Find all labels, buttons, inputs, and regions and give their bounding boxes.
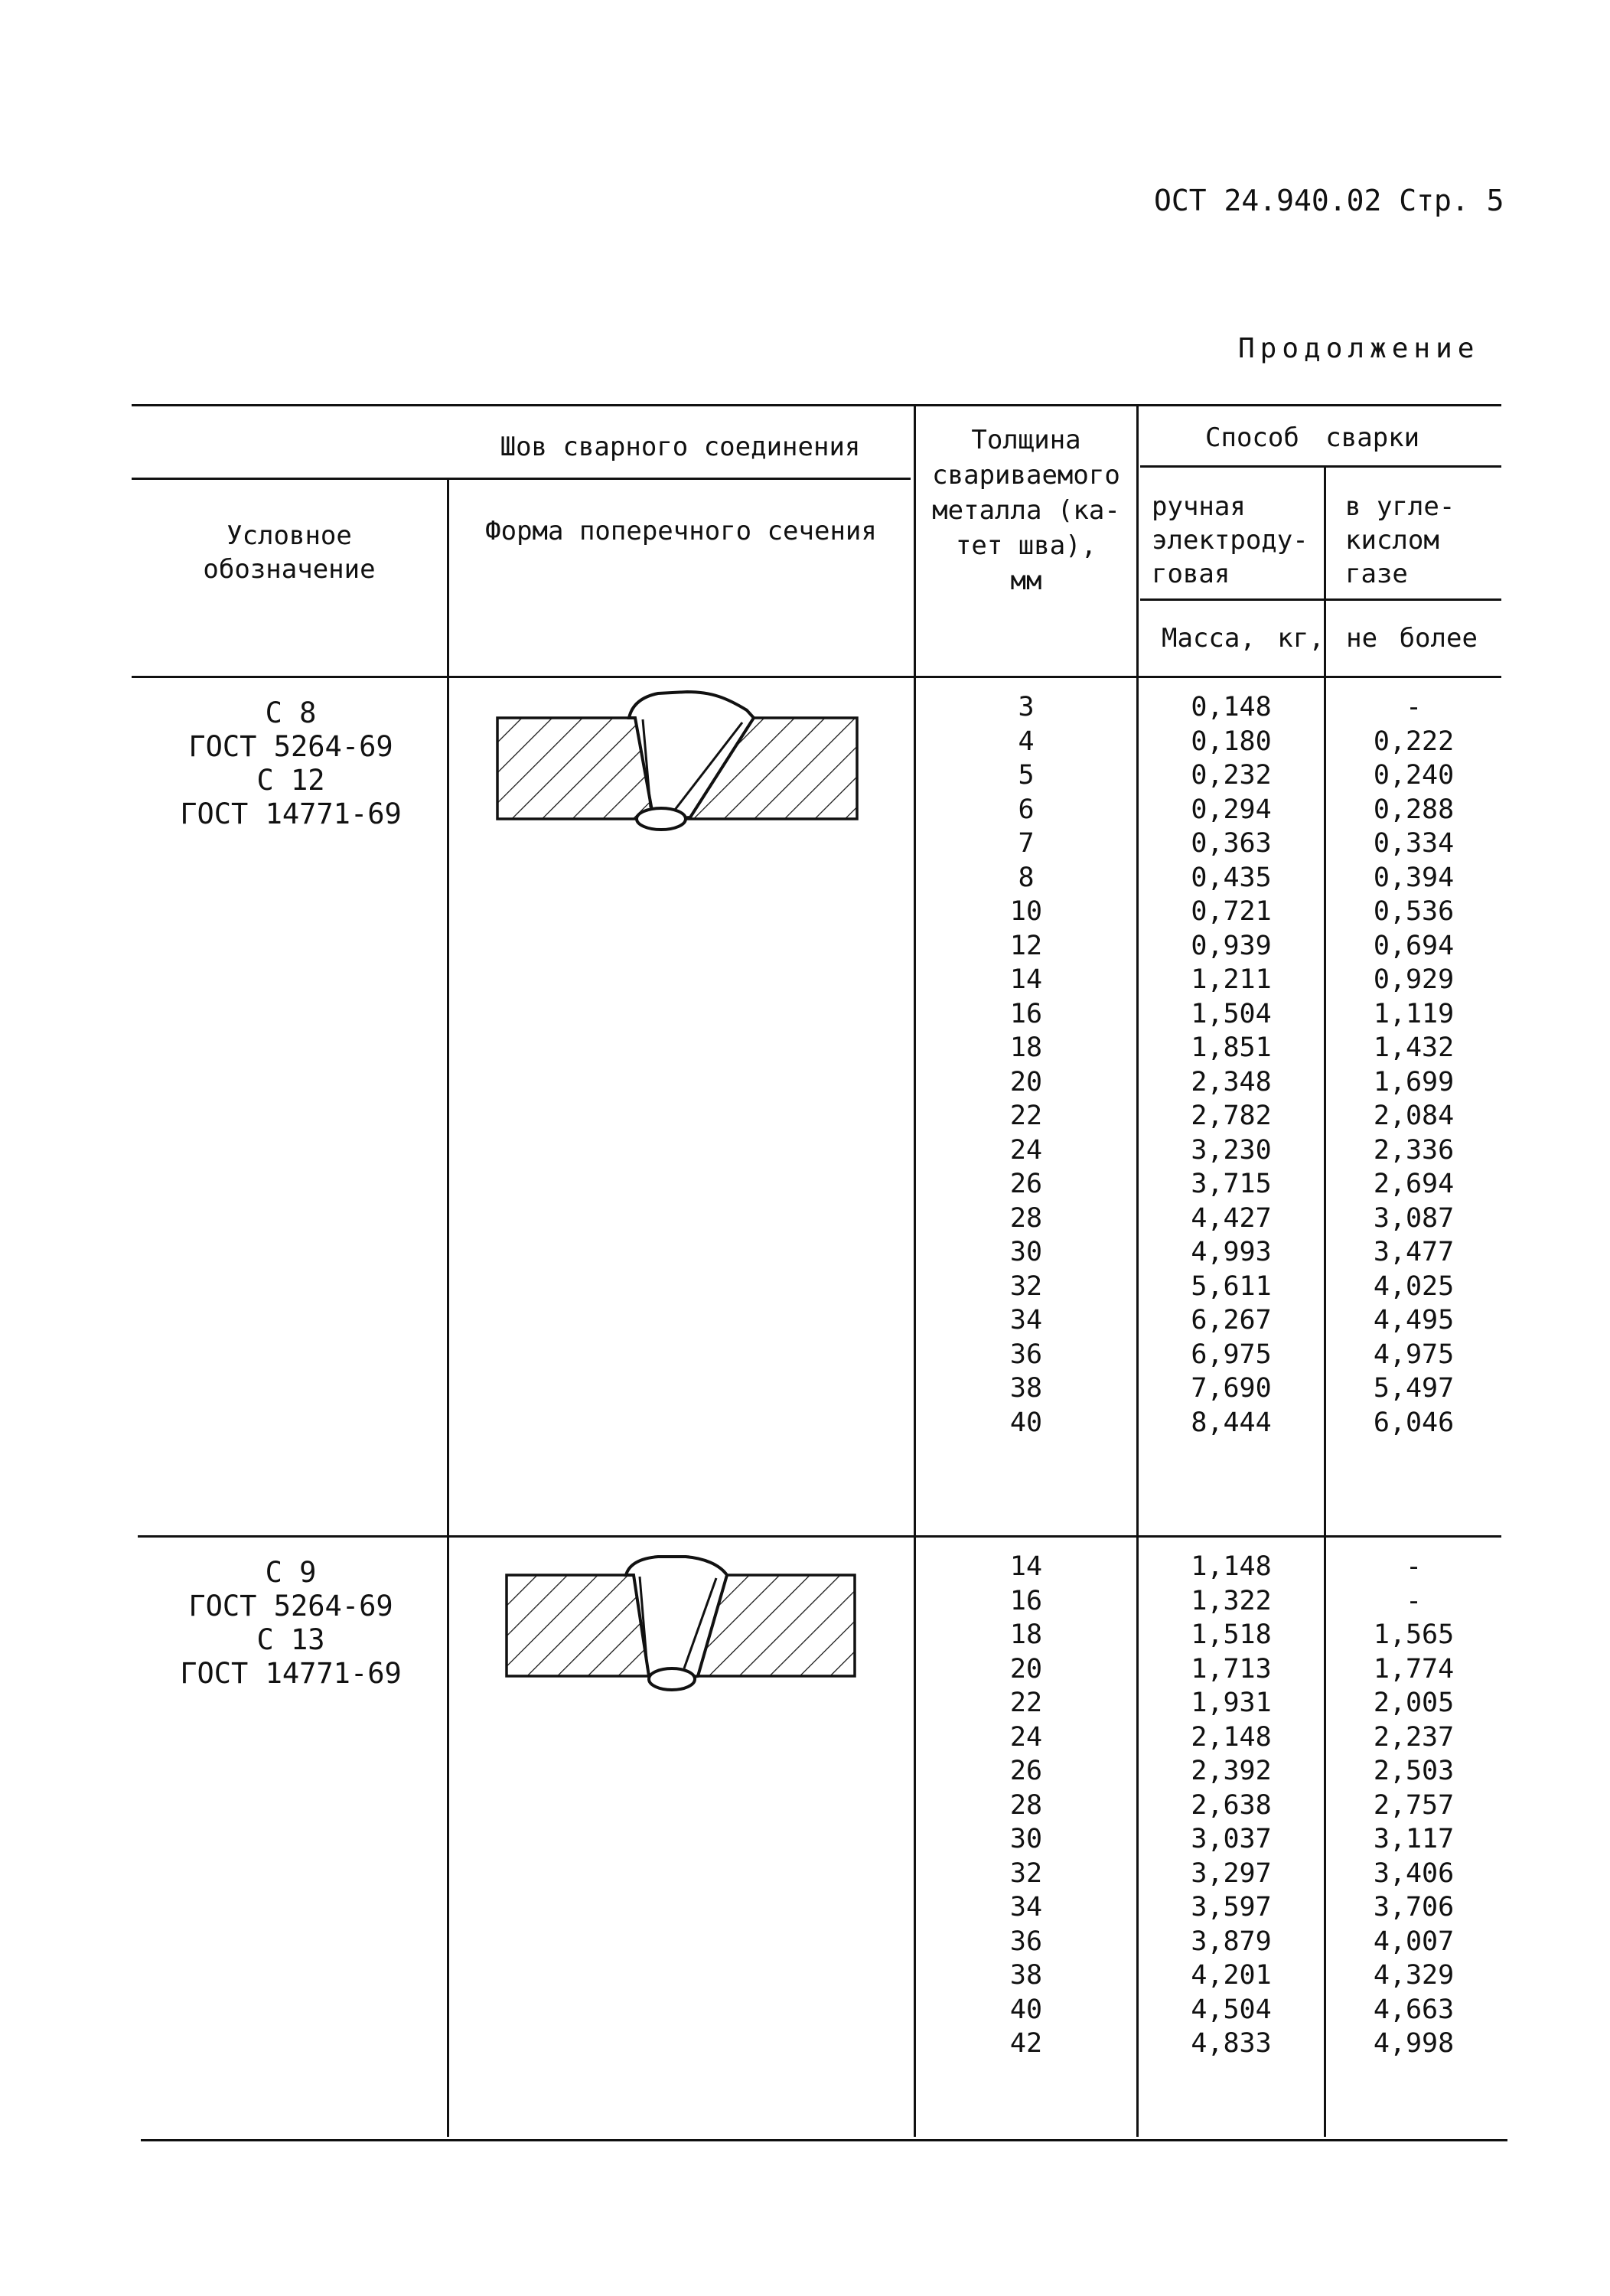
table-cell: 32 <box>1009 1857 1043 1889</box>
table-cell: 4,993 <box>1191 1237 1272 1267</box>
table-cell: 8,444 <box>1191 1407 1272 1438</box>
table-cell: 7 <box>1018 828 1035 859</box>
table-cell: 1,432 <box>1373 1032 1455 1063</box>
table-cell: 0,435 <box>1191 862 1272 893</box>
table-cell: 2,757 <box>1373 1789 1455 1821</box>
continued-label: Продолжение <box>1238 333 1480 364</box>
table-cell: 4,495 <box>1373 1305 1455 1336</box>
table-cell: 0,939 <box>1191 930 1272 961</box>
table-cell: 1,119 <box>1373 998 1455 1029</box>
table-cell: 30 <box>1009 1824 1043 1854</box>
table-cell: 2,694 <box>1373 1169 1455 1199</box>
table-cell: 14 <box>1009 1551 1043 1582</box>
table-cell: 0,929 <box>1373 964 1455 995</box>
manual-header: ручная электроду- говая <box>1152 491 1309 589</box>
table-cell: 24 <box>1009 1721 1043 1753</box>
group-1-manual-mass-list <box>1139 690 1324 1440</box>
table-cell: 1,931 <box>1191 1688 1272 1718</box>
table-cell: 3,477 <box>1373 1237 1455 1267</box>
table-cell: 12 <box>1009 930 1043 961</box>
table-cell: 2,503 <box>1373 1756 1455 1786</box>
thickness-header: Толщина свариваемого металла (ка- тет шва), мм <box>932 425 1120 596</box>
table-cell: 4,007 <box>1373 1926 1455 1957</box>
table-cell: - <box>1405 1585 1423 1616</box>
table-cell: 6,975 <box>1191 1339 1272 1370</box>
table-cell: 0,294 <box>1191 794 1272 825</box>
table-cell: 3,406 <box>1373 1857 1455 1889</box>
table-cell: 3,715 <box>1191 1169 1272 1199</box>
group-1-designation: С 8 ГОСТ 5264-69 С 12 ГОСТ 14771-69 <box>180 696 402 830</box>
table-cell: 0,536 <box>1373 896 1455 927</box>
table-cell: 16 <box>1009 998 1043 1029</box>
table-cell: 22 <box>1009 1101 1043 1131</box>
table-cell: 4,025 <box>1373 1270 1455 1302</box>
table-cell: 30 <box>1009 1237 1043 1267</box>
group-2-designation: С 9 ГОСТ 5264-69 С 13 ГОСТ 14771-69 <box>180 1556 402 1690</box>
table-cell: 3,230 <box>1191 1134 1272 1166</box>
table-cell: 14 <box>1009 964 1043 995</box>
table-cell: 2,638 <box>1191 1789 1272 1821</box>
table-cell: 36 <box>1009 1339 1043 1370</box>
table-cell: 2,336 <box>1373 1134 1455 1166</box>
table-cell: 1,851 <box>1191 1032 1272 1063</box>
table-cell: 6 <box>1018 794 1035 825</box>
table-cell: 20 <box>1009 1653 1043 1684</box>
table-cell: 0,180 <box>1191 726 1272 757</box>
group-2-cross-section-drawing <box>497 1554 865 1707</box>
page-header-ref: ОСТ 24.940.02 Стр. 5 <box>1154 184 1504 217</box>
table-cell: 0,232 <box>1191 760 1272 791</box>
table-cell: 0,334 <box>1373 828 1455 859</box>
table-cell: 20 <box>1009 1066 1043 1097</box>
table-cell: 1,211 <box>1191 964 1272 995</box>
table-cell: 3,087 <box>1373 1202 1455 1234</box>
table-cell: - <box>1405 692 1423 722</box>
table-cell: 0,394 <box>1373 862 1455 893</box>
table-cell: 2,237 <box>1373 1721 1455 1753</box>
table-cell: 2,084 <box>1373 1101 1455 1131</box>
table-cell: 4,975 <box>1373 1339 1455 1370</box>
table-cell: 3,706 <box>1373 1892 1455 1923</box>
table-cell: 1,565 <box>1373 1619 1455 1650</box>
table-cell: 28 <box>1009 1202 1043 1234</box>
table-cell: 1,518 <box>1191 1619 1272 1650</box>
table-cell: 1,713 <box>1191 1653 1272 1684</box>
table-cell: 6,046 <box>1373 1407 1455 1438</box>
table-cell: 4,504 <box>1191 1994 1272 2025</box>
table-cell: 40 <box>1009 1407 1043 1438</box>
table-cell: 7,690 <box>1191 1373 1272 1404</box>
table-cell: 36 <box>1009 1926 1043 1957</box>
table-cell: 26 <box>1009 1169 1043 1199</box>
table-cell: 16 <box>1009 1585 1043 1616</box>
table-cell: 4,833 <box>1191 2028 1272 2059</box>
table-cell: 0,721 <box>1191 896 1272 927</box>
group-1-cross-section-drawing <box>490 689 872 842</box>
table-cell: 0,240 <box>1373 760 1455 791</box>
table-cell: 5,497 <box>1373 1373 1455 1404</box>
table-cell: 22 <box>1009 1688 1043 1718</box>
table-cell: 10 <box>1009 896 1043 927</box>
table-cell: 3 <box>1018 692 1035 722</box>
table-cell: 0,288 <box>1373 794 1455 825</box>
table-cell: 18 <box>1009 1619 1043 1650</box>
table-cell: 40 <box>1009 1994 1043 2025</box>
table-cell: 0,222 <box>1373 726 1455 757</box>
table-cell: 4,427 <box>1191 1202 1272 1234</box>
table-cell: 24 <box>1009 1134 1043 1166</box>
mass-header: Масса, кг, не более <box>1162 623 1478 654</box>
table-cell: 32 <box>1009 1270 1043 1302</box>
table-cell: 2,782 <box>1191 1101 1272 1131</box>
table-cell: 2,148 <box>1191 1721 1272 1753</box>
group-2-manual-mass-list <box>1139 1550 1324 2061</box>
table-cell: 3,879 <box>1191 1926 1272 1957</box>
group-1-co2-mass-list <box>1326 690 1501 1440</box>
table-cell: 2,348 <box>1191 1066 1272 1097</box>
seam-header: Шов сварного соединения <box>500 432 861 462</box>
table-cell: 6,267 <box>1191 1305 1272 1336</box>
table-cell: 3,117 <box>1373 1824 1455 1854</box>
table-cell: 1,699 <box>1373 1066 1455 1097</box>
table-cell: 4,663 <box>1373 1994 1455 2025</box>
table-cell: 28 <box>1009 1789 1043 1821</box>
table-cell: 1,504 <box>1191 998 1272 1029</box>
table-cell: 1,774 <box>1373 1653 1455 1684</box>
table-cell: 1,322 <box>1191 1585 1272 1616</box>
co2-header: в угле- кислом газе <box>1345 491 1455 589</box>
table-cell: 2,392 <box>1191 1756 1272 1786</box>
table-cell: 34 <box>1009 1892 1043 1923</box>
table-cell: 18 <box>1009 1032 1043 1063</box>
method-header: Способ сварки <box>1205 422 1420 453</box>
table-cell: 3,037 <box>1191 1824 1272 1854</box>
table-cell: 42 <box>1009 2028 1043 2059</box>
table-cell: 4,329 <box>1373 1960 1455 1991</box>
table-cell: 4,201 <box>1191 1960 1272 1991</box>
table-cell: 38 <box>1009 1960 1043 1991</box>
table-cell: 4 <box>1018 726 1035 757</box>
table-cell: 38 <box>1009 1373 1043 1404</box>
table-cell: 0,694 <box>1373 930 1455 961</box>
table-cell: 5,611 <box>1191 1270 1272 1302</box>
group-1-thickness-list <box>917 690 1136 1440</box>
table-cell: 34 <box>1009 1305 1043 1336</box>
table-cell: 0,363 <box>1191 828 1272 859</box>
group-2-co2-mass-list <box>1326 1550 1501 2061</box>
table-cell: 2,005 <box>1373 1688 1455 1718</box>
table-cell: 3,597 <box>1191 1892 1272 1923</box>
designation-header: Условное обозначение <box>203 520 376 585</box>
table-cell: 4,998 <box>1373 2028 1455 2059</box>
table-cell: 3,297 <box>1191 1857 1272 1889</box>
table-cell: 0,148 <box>1191 692 1272 722</box>
table-cell: 26 <box>1009 1756 1043 1786</box>
table-cell: - <box>1405 1551 1423 1582</box>
table-cell: 5 <box>1018 760 1035 791</box>
group-2-thickness-list <box>917 1550 1136 2061</box>
cross-section-header: Форма поперечного сечения <box>485 516 877 546</box>
table-cell: 8 <box>1018 862 1035 893</box>
table-cell: 1,148 <box>1191 1551 1272 1582</box>
